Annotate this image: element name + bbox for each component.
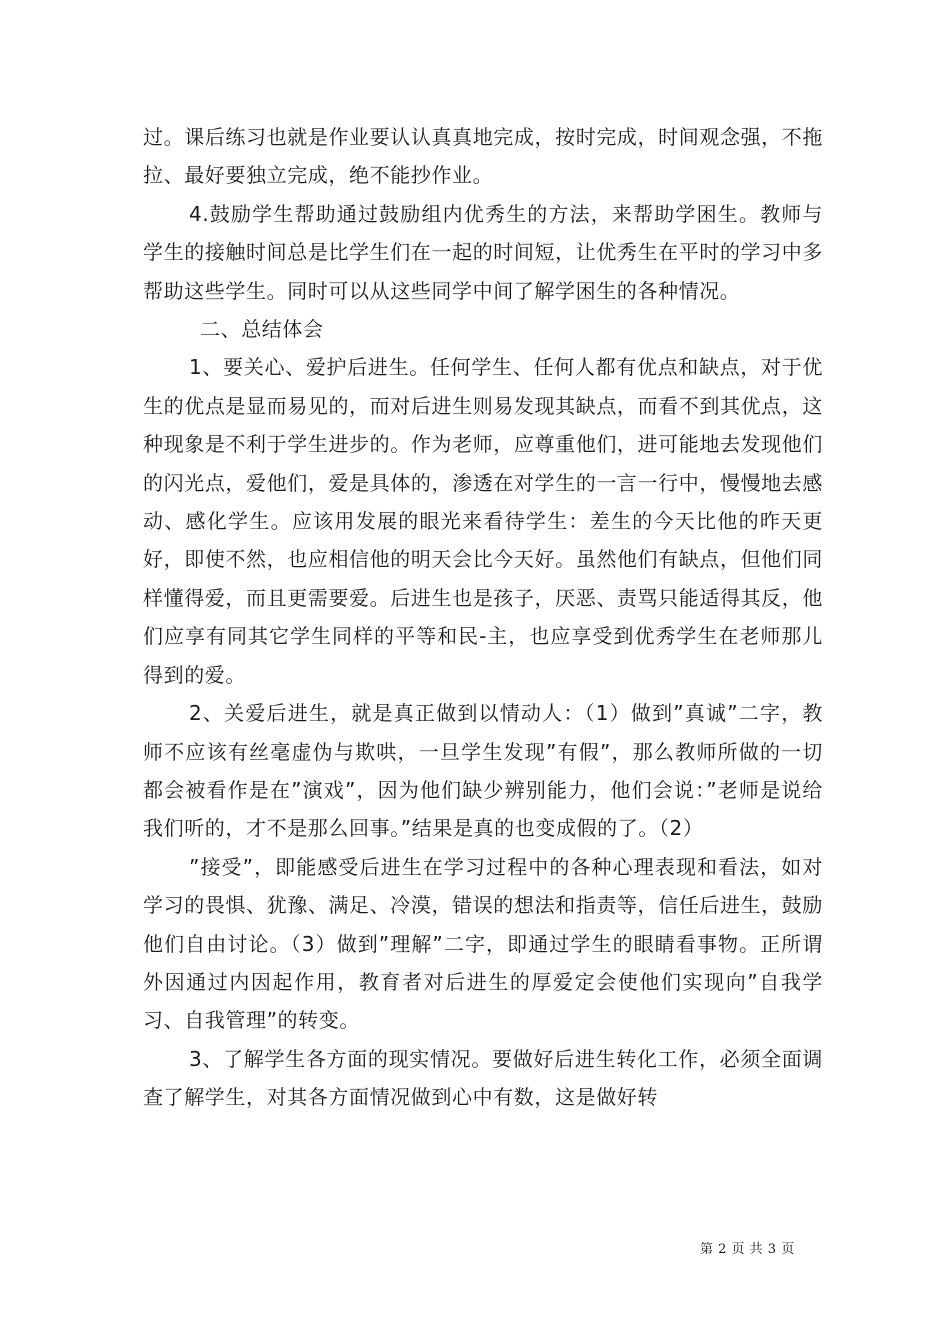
paragraph-point-4: 4.鼓励学生帮助通过鼓励组内优秀生的方法，来帮助学困生。教师与学生的接触时间总是比学生们在一起的时间短，让优秀生在平时的学习中多帮助这些学生。同时可以从这些同学中间了解学困生的各种情况。 [143, 201, 823, 303]
paragraph-summary-2-continued: ”接受”，即能感受后进生在学习过程中的各种心理表现和看法，如对学习的畏惧、犹豫、满足、冷漠，错误的想法和指责等，信任后进生，鼓励他们自由讨论。（3）做到”理解”二字，即通过学生的眼睛看事物。正所谓外因通过内因起作用，教育者对后进生的厚爱定会使他们实现向”自我学习、自我管理”的转变。 [143, 854, 823, 1033]
section-heading-summary: 二、总结体会 [200, 317, 324, 342]
paragraph-summary-1: 1、要关心、爱护后进生。任何学生、任何人都有优点和缺点，对于优生的优点是显而易见的，而对后进生则易发现其缺点，而看不到其优点，这种现象是不利于学生进步的。作为老师，应尊重他们，进可能地去发现他们的闪光点，爱他们，爱是具体的，渗透在对学生的一言一行中，慢慢地去感动、感化学生。应该用发展的眼光来看待学生：差生的今天比他的昨天更好，即使不然，也应相信他的明天会比今天好。虽然他们有缺点，但他们同样懂得爱，而且更需要爱。后进生也是孩子，厌恶、责骂只能适得其反，他们应享有同其它学生同样的平等和民-主，也应享受到优秀学生在老师那儿得到的爱。 [143, 355, 823, 687]
paragraph-summary-2: 2、关爱后进生，就是真正做到以情动人：（1）做到”真诚”二字，教师不应该有丝毫虚伪与欺哄，一旦学生发现”有假”，那么教师所做的一切都会被看作是在”演戏”，因为他们缺少辨别能力，他们会说：”老师是说给我们听的，才不是那么回事。”结果是真的也变成假的了。（2） [143, 701, 823, 841]
page-number-footer: 第 2 页 共 3 页 [700, 1242, 795, 1257]
paragraph-homework-continued: 过。课后练习也就是作业要认认真真地完成，按时完成，时间观念强，不拖拉、最好要独立完成，绝不能抄作业。 [143, 125, 823, 188]
document-body [143, 118, 823, 1117]
paragraph-summary-3: 3、了解学生各方面的现实情况。要做好后进生转化工作，必须全面调查了解学生，对其各方面情况做到心中有数，这是做好转 [143, 1046, 823, 1110]
